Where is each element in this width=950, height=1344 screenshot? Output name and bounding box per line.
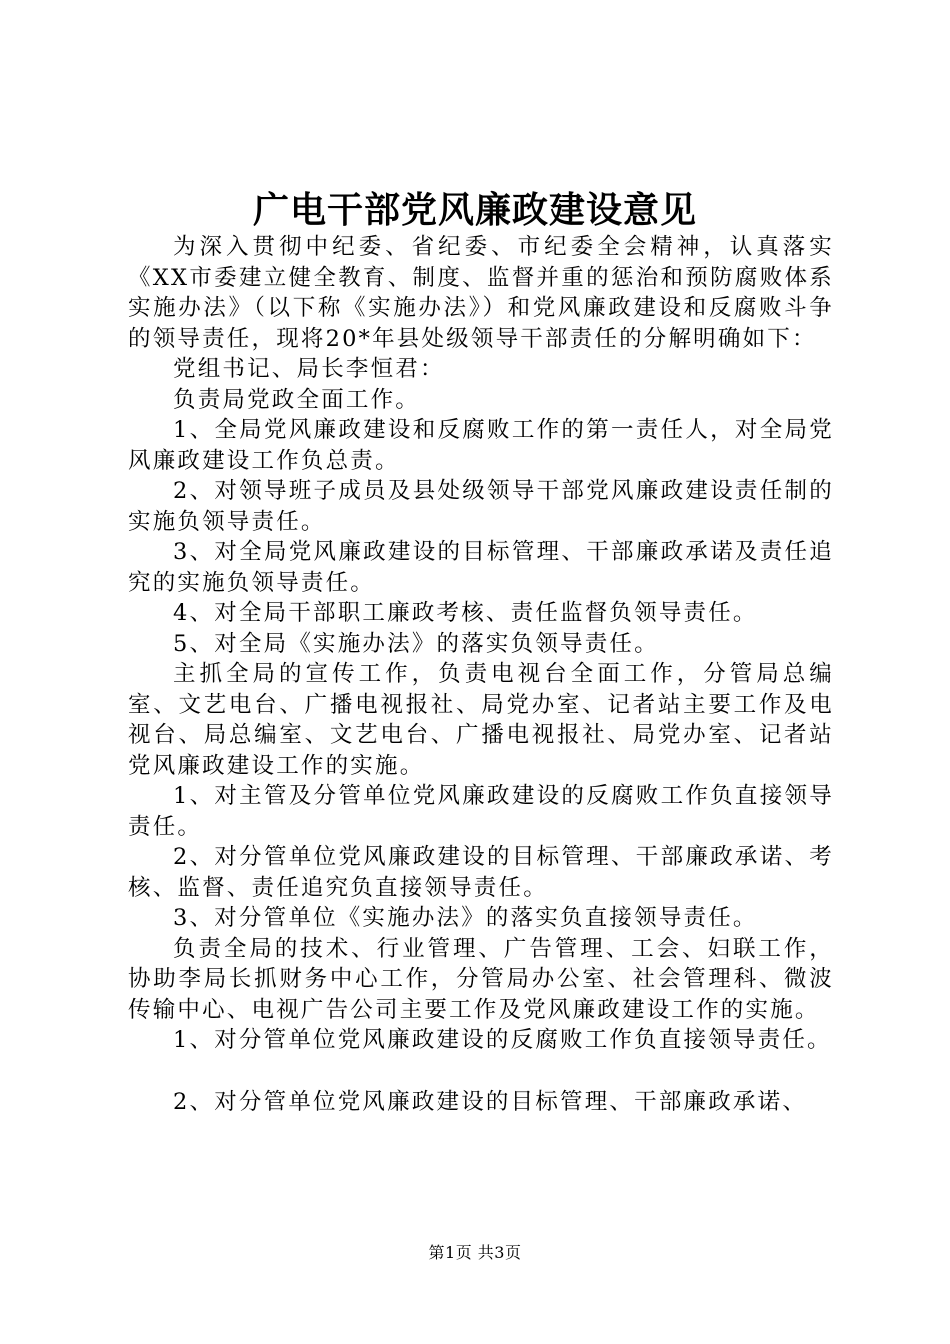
- paragraph-item: 2、对分管单位党风廉政建设的目标管理、干部廉政承诺、: [173, 1088, 808, 1115]
- paragraph-section-duty: 负责全局的技术、行业管理、广告管理、工会、妇联工作，协助李局长抓财务中心工作，分管局办公室、社会管理科、微波传输中心、电视广告公司主要工作及党风廉政建设工作的实施。: [128, 935, 834, 1023]
- paragraph-leader-heading: 党组书记、局长李恒君：: [173, 356, 445, 382]
- paragraph-item: 1、全局党风廉政建设和反腐败工作的第一责任人，对全局党风廉政建设工作负总责。: [128, 417, 834, 474]
- page-footer: 第1页 共3页: [428, 1243, 522, 1262]
- paragraph-item: 3、对分管单位《实施办法》的落实负直接领导责任。: [173, 905, 758, 931]
- paragraph-intro: 为深入贯彻中纪委、省纪委、市纪委全会精神，认真落实《XX市委建立健全教育、制度、监督并重的惩治和预防腐败体系实施办法》（以下称《实施办法》）和党风廉政建设和反腐败斗争的领导责任，现将20*年县处级领导干部责任的分解明确如下：: [128, 234, 834, 352]
- paragraph-item: 3、对全局党风廉政建设的目标管理、干部廉政承诺及责任追究的实施负领导责任。: [128, 539, 834, 596]
- paragraph-leader-duty: 负责局党政全面工作。: [173, 386, 421, 413]
- document-body: [128, 232, 834, 1117]
- paragraph-item: 1、对分管单位党风廉政建设的反腐败工作负直接领导责任。: [173, 1027, 832, 1053]
- paragraph-item: 1、对主管及分管单位党风廉政建设的反腐败工作负直接领导责任。: [128, 783, 834, 840]
- paragraph-item: 2、对分管单位党风廉政建设的目标管理、干部廉政承诺、考核、监督、责任追究负直接领导责任。: [128, 844, 834, 901]
- paragraph-item: 5、对全局《实施办法》的落实负领导责任。: [173, 630, 659, 657]
- paragraph-item: 2、对领导班子成员及县处级领导干部党风廉政建设责任制的实施负领导责任。: [128, 478, 834, 535]
- paragraph-section-duty: 主抓全局的宣传工作，负责电视台全面工作，分管局总编室、文艺电台、广播电视报社、局党办室、记者站主要工作及电视台、局总编室、文艺电台、广播电视报社、局党办室、记者站党风廉政建设工作的实施。: [128, 661, 834, 779]
- paragraph-item: 4、对全局干部职工廉政考核、责任监督负领导责任。: [173, 600, 758, 626]
- document-title: 广电干部党风廉政建设意见: [252, 189, 697, 231]
